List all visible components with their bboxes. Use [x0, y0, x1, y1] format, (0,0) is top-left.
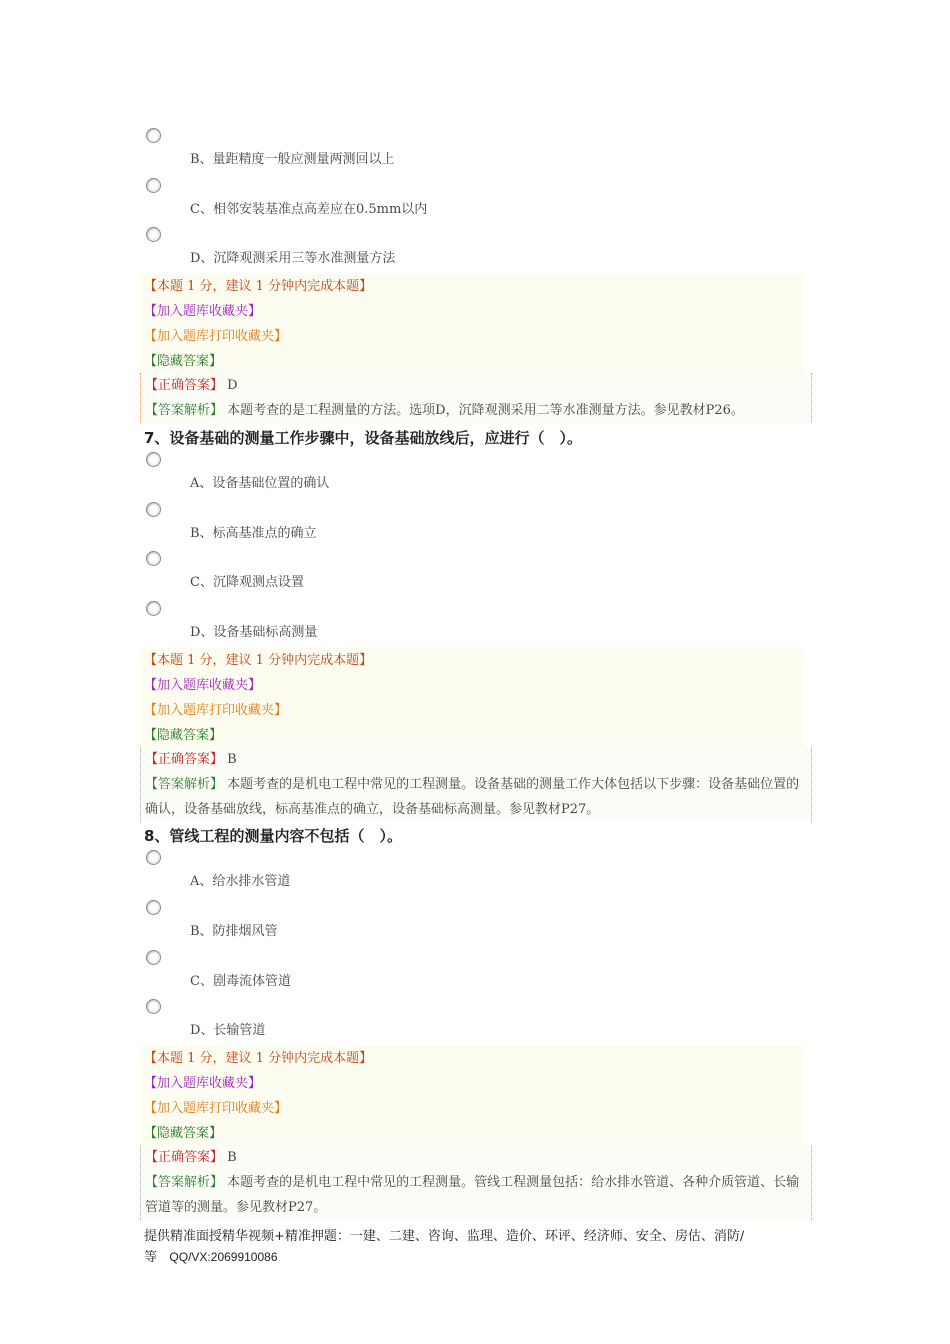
q8-option-d[interactable] — [140, 999, 812, 1049]
q7-title: 7、设备基础的测量工作步骤中，设备基础放线后，应进行（ ）。 — [144, 429, 582, 447]
analysis-tag: 【答案解析】 — [145, 403, 224, 418]
score-note: 【本题 1 分，建议 1 分钟内完成本题】 — [144, 1051, 373, 1066]
radio-icon[interactable] — [146, 900, 161, 915]
hide-answer-link[interactable]: 【隐藏答案】 — [144, 354, 223, 369]
radio-icon[interactable] — [146, 227, 161, 242]
option-label: B、防排烟风管 — [190, 924, 278, 939]
option-label: C、相邻安装基准点高差应在0.5mm以内 — [190, 202, 428, 217]
analysis-tag: 【答案解析】 — [145, 1175, 224, 1190]
add-favorite-link[interactable]: 【加入题库收藏夹】 — [144, 1076, 262, 1091]
q8-option-b[interactable] — [140, 900, 812, 950]
correct-answer-line — [141, 747, 811, 772]
q6-option-d[interactable] — [140, 227, 812, 277]
footer-promo — [144, 1227, 814, 1268]
option-label: D、长输管道 — [190, 1023, 266, 1038]
q8-title: 8、管线工程的测量内容不包括（ ）。 — [144, 827, 402, 845]
radio-icon[interactable] — [146, 178, 161, 193]
analysis-tag: 【答案解析】 — [145, 777, 224, 792]
footer-contact: QQ/VX:2069910086 — [169, 1250, 278, 1264]
q7-option-a[interactable] — [140, 452, 812, 502]
q6-answer-box — [140, 373, 812, 423]
q6-option-b[interactable] — [140, 128, 812, 178]
radio-icon[interactable] — [146, 999, 161, 1014]
score-note: 【本题 1 分，建议 1 分钟内完成本题】 — [144, 279, 373, 294]
add-favorite-link[interactable]: 【加入题库收藏夹】 — [144, 304, 262, 319]
q8-option-c[interactable] — [140, 950, 812, 1000]
radio-icon[interactable] — [146, 950, 161, 965]
footer-text: 提供精准面授精华视频+精准押题：一建、二建、咨询、监理、造价、环评、经济师、安全、房估、消防/等 — [144, 1229, 745, 1265]
radio-icon[interactable] — [146, 551, 161, 566]
correct-answer-tag: 【正确答案】 — [145, 752, 224, 767]
q7-option-d[interactable] — [140, 601, 812, 651]
hide-answer-link[interactable]: 【隐藏答案】 — [144, 1126, 223, 1141]
add-print-favorite-link[interactable]: 【加入题库打印收藏夹】 — [144, 703, 288, 718]
option-label: D、沉降观测采用三等水准测量方法 — [190, 251, 396, 266]
option-label: C、剧毒流体管道 — [190, 974, 291, 989]
correct-answer-value: D — [227, 378, 238, 393]
analysis-text: 本题考查的是机电工程中常见的工程测量。设备基础的测量工作大体包括以下步骤：设备基础位置的确认，设备基础放线，标高基准点的确立，设备基础标高测量。参见教材P27。 — [145, 777, 800, 817]
correct-answer-value: B — [227, 1150, 237, 1165]
q8-info-panel — [140, 1046, 804, 1145]
q7-answer-box — [140, 747, 812, 822]
option-label: C、沉降观测点设置 — [190, 575, 304, 590]
option-label: D、设备基础标高测量 — [190, 625, 318, 640]
option-label: A、设备基础位置的确认 — [190, 476, 330, 491]
correct-answer-value: B — [227, 752, 237, 767]
correct-answer-tag: 【正确答案】 — [145, 378, 224, 393]
q7-info-panel — [140, 648, 804, 747]
score-note: 【本题 1 分，建议 1 分钟内完成本题】 — [144, 653, 373, 668]
q8-option-a[interactable] — [140, 850, 812, 900]
hide-answer-link[interactable]: 【隐藏答案】 — [144, 728, 223, 743]
analysis-line — [141, 1170, 811, 1220]
add-favorite-link[interactable]: 【加入题库收藏夹】 — [144, 678, 262, 693]
q6-info-panel — [140, 274, 804, 373]
analysis-text: 本题考查的是工程测量的方法。选项D，沉降观测采用二等水准测量方法。参见教材P26。 — [227, 403, 744, 418]
option-label: B、量距精度一般应测量两测回以上 — [190, 152, 395, 167]
radio-icon[interactable] — [146, 502, 161, 517]
q6-option-c[interactable] — [140, 178, 812, 228]
analysis-line — [141, 772, 811, 822]
q7-option-b[interactable] — [140, 502, 812, 552]
analysis-text: 本题考查的是机电工程中常见的工程测量。管线工程测量包括：给水排水管道、各种介质管道、长输管道等的测量。参见教材P27。 — [145, 1175, 800, 1215]
correct-answer-line — [141, 1145, 811, 1170]
correct-answer-tag: 【正确答案】 — [145, 1150, 224, 1165]
add-print-favorite-link[interactable]: 【加入题库打印收藏夹】 — [144, 1101, 288, 1116]
correct-answer-line — [141, 373, 811, 398]
option-label: B、标高基准点的确立 — [190, 526, 317, 541]
q7-option-c[interactable] — [140, 551, 812, 601]
radio-icon[interactable] — [146, 452, 161, 467]
radio-icon[interactable] — [146, 128, 161, 143]
analysis-line — [141, 398, 811, 423]
q8-answer-box — [140, 1145, 812, 1220]
add-print-favorite-link[interactable]: 【加入题库打印收藏夹】 — [144, 329, 288, 344]
radio-icon[interactable] — [146, 850, 161, 865]
radio-icon[interactable] — [146, 601, 161, 616]
option-label: A、给水排水管道 — [190, 874, 291, 889]
